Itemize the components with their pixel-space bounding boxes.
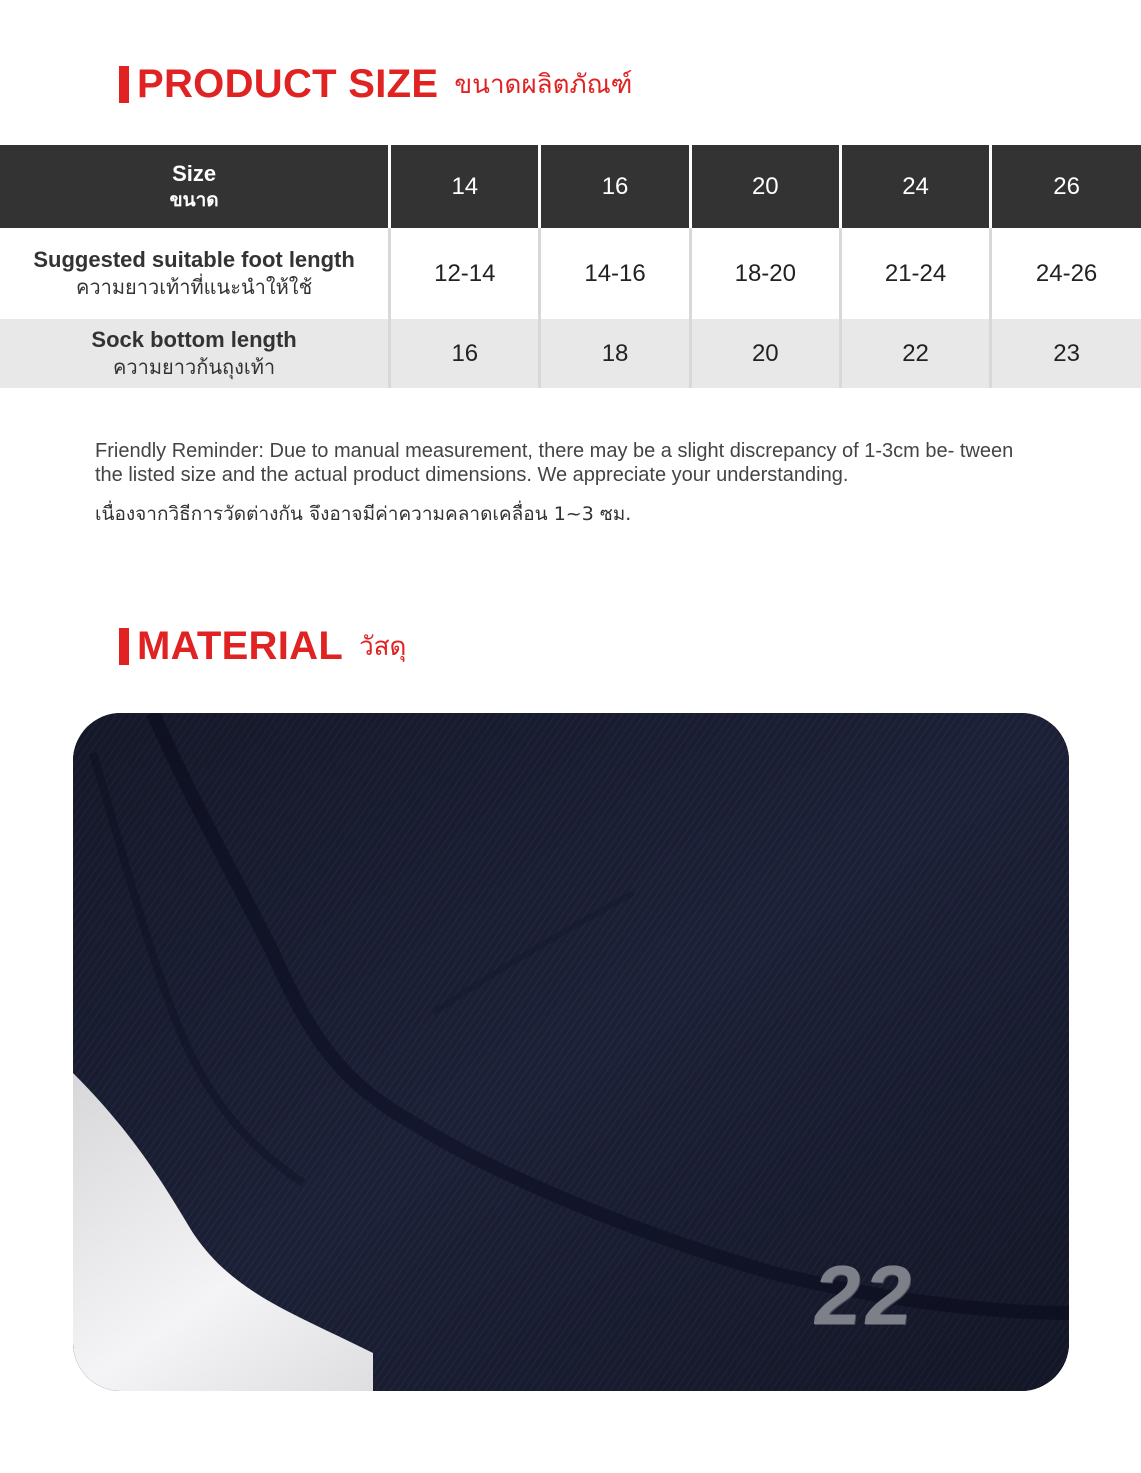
size-header-label-en: Size xyxy=(172,160,217,186)
material-heading xyxy=(119,624,406,669)
row-label xyxy=(0,319,390,388)
table-cell: 16 xyxy=(390,319,540,388)
row-label-th: ความยาวก้นถุงเท้า xyxy=(113,355,276,379)
table-cell: 24-26 xyxy=(991,228,1141,319)
table-cell: 14-16 xyxy=(540,228,690,319)
row-label-en: Suggested suitable foot length xyxy=(33,247,355,272)
reminder-text-en: Friendly Reminder: Due to manual measurement, there may be a slight discrepancy of 1-3cm be- tween the listed size and the actual product dimensions. We appreciate your understanding. xyxy=(95,440,1014,486)
material-photo xyxy=(73,713,1069,1391)
heading-accent-bar xyxy=(119,66,129,103)
product-size-heading xyxy=(119,62,632,107)
product-size-title-thai: ขนาดผลิตภัณฑ์ xyxy=(454,70,633,100)
table-cell: 22 xyxy=(840,319,990,388)
size-header-cell: 26 xyxy=(991,145,1141,228)
row-label-en: Sock bottom length xyxy=(91,327,297,352)
heading-accent-bar xyxy=(119,628,129,665)
row-label xyxy=(0,228,390,319)
size-header-cell: 20 xyxy=(690,145,840,228)
table-cell: 18 xyxy=(540,319,690,388)
sock-fabric-illustration xyxy=(73,713,1069,1391)
row-label-th: ความยาวเท้าที่แนะนำให้ใช้ xyxy=(76,275,313,299)
size-table-header-row xyxy=(0,145,1141,228)
table-cell: 20 xyxy=(690,319,840,388)
size-header-label xyxy=(0,145,390,228)
size-header-cell: 14 xyxy=(390,145,540,228)
material-title: MATERIAL xyxy=(137,624,344,668)
table-cell: 18-20 xyxy=(690,228,840,319)
sock-size-number: 22 xyxy=(808,1248,924,1342)
size-header-cell: 24 xyxy=(840,145,990,228)
table-cell: 21-24 xyxy=(840,228,990,319)
size-header-label-th: ขนาด xyxy=(169,188,219,211)
table-row-foot-length xyxy=(0,228,1141,319)
size-header-cell: 16 xyxy=(540,145,690,228)
reminder-text-th: เนื่องจากวิธีการวัดต่างกัน จึงอาจมีค่าความคลาดเคลื่อน 1~3 ซม. xyxy=(95,503,632,525)
product-size-title: PRODUCT SIZE xyxy=(137,62,439,106)
size-table xyxy=(0,145,1141,388)
table-row-sock-bottom-length xyxy=(0,319,1141,388)
table-cell: 23 xyxy=(991,319,1141,388)
table-cell: 12-14 xyxy=(390,228,540,319)
material-title-thai: วัสดุ xyxy=(359,632,407,662)
